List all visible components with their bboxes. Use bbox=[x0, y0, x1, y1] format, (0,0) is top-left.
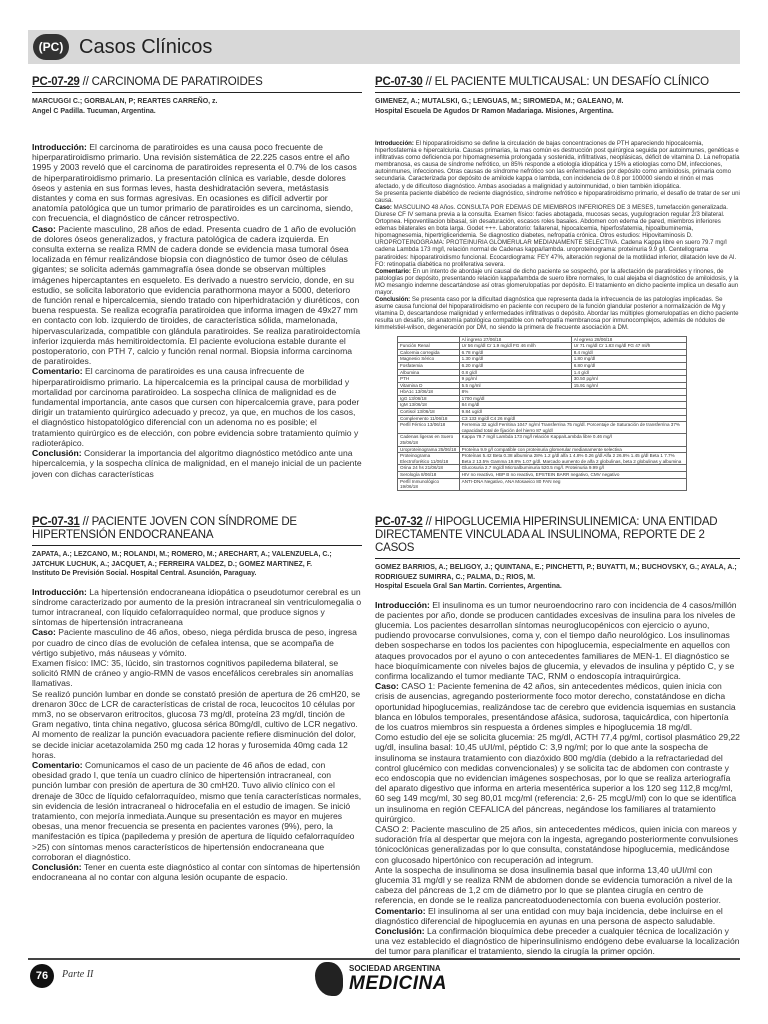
table-cell: 6.80 mg/dl bbox=[571, 362, 686, 369]
conclusion-text: Considerar la importancia del algoritmo diagnóstico metódico ante una hipercalcemia, y la sospecha clínica de malignidad, en el manejo inicial de un paciente joven con dichas características bbox=[32, 448, 362, 479]
article-authors: GIMENEZ, A.; MUTALSKI, G.; LENGUAS, M.; SIROMEDA, M.; GALEANO, M. bbox=[375, 98, 624, 105]
table-cell: 6.78 mg/dl bbox=[459, 349, 571, 356]
article-body bbox=[375, 600, 740, 957]
table-row bbox=[398, 453, 687, 465]
table-cell: Serología 8/06/18 bbox=[398, 472, 460, 479]
case-text-4: Ante la sospecha de insulinoma se dosa insulinemia basal que informa 13,40 uUI/ml con glucemia 31 mg/dl y se realiza RNM de abdomen donde se evidencia tumoración a nivel de la cabeza del páncreas de 1,2 cm de diámetro por lo que se plantea cirugía en centro de referencia, en donde se le realiza pancreatoduodenectomía con buena evolución posterior. bbox=[375, 864, 733, 906]
intro-text-2: Se presenta paciente diabético de reciente diagnóstico, síndrome nefrótico e hipoparatiroidismo primario, el desafío de tratar de ser uni causa. bbox=[375, 189, 740, 204]
lab-results-table bbox=[397, 336, 687, 491]
article-title bbox=[32, 516, 362, 546]
article-authors: MARCUGGI C.; GORBALAN, P; REARTES CARREÑO, z. bbox=[32, 98, 218, 105]
table-cell: HbA1c 13/06/18 bbox=[398, 389, 460, 396]
table-row bbox=[398, 472, 687, 479]
conclusion-text: La confirmación bioquímica debe preceder a cualquier técnica de localización y una vez establecido el diagnóstico de hiperinsulinismo endógeno debe evaluarse la localización del tumor para planificar el tratamiento, siendo la cirugía la primer opción. bbox=[375, 926, 740, 957]
conclusion-label: Conclusión: bbox=[32, 448, 82, 459]
section-header bbox=[28, 30, 740, 64]
table-cell: 15.91 ng/ml bbox=[571, 382, 686, 389]
case-text: MASCULINO 48 Años. CONSULTA POR EDEMAS DE MIEMBROS INFERIORES DE 3 MESES, tumefacción generalizada. Diurese CF IV semana previa a la consulta. Examen físico: facies abotagada, mucosas secas, yugulogracion regular 2/3 bilateral. Ortopnea. Hipoventilacion bibasal, sin desaturación, escasos roles basales. Abdomen con edema de pared, miembros inferiores edemas bilaterales en bota larga. Godet +++. Laboratorio: fallarenal, hipocalcemia, hiperfosfatemia, hipoalbuminemia, hipomagnesemia, hipertrigliceridemia. Se diagnostico diabetes, nefropatía crónica. Otros estudios: Hipovitaminosis D. UROPROTEINOGRAMA: PROTEINURIA GLOMERULAR MEDIANAMENTE SELECTIVA. Cadena Kappa libre en suero 79.7 mg/l cadena Lambda 173 mg/l, relación normal de Cadenas kappa/lambda. uroproteinograma: proteinuria 9.9 g/l. Centellograma paratiroides: hipoparatiroidismo funcional. Ecocardiograma: FEY 47%, alteración regional de la motilidad inferior, dilatación leve de AI. FO: retinopatía diabética no proliferativa severa. bbox=[375, 203, 737, 268]
table-cell: 84 mg/dl bbox=[459, 402, 686, 409]
table-cell bbox=[398, 336, 460, 343]
table-row bbox=[398, 478, 687, 490]
comment-label: Comentario: bbox=[375, 905, 426, 916]
table-cell: Perfil Inmunológico 19/06/18 bbox=[398, 478, 460, 490]
intro-label: Introducción: bbox=[375, 140, 414, 147]
table-row bbox=[398, 422, 687, 434]
article-title-text: // HIPOGLUCEMIA HIPERINSULINEMICA: UNA ENTIDAD DIRECTAMENTE VINCULADA AL INSULINOMA, REPORTE DE 2 CASOS bbox=[375, 516, 718, 554]
part-label: Parte II bbox=[62, 969, 94, 980]
section-badge: (PC) bbox=[33, 34, 69, 60]
sam-logo bbox=[315, 958, 455, 1000]
comment-label: Comentario: bbox=[32, 759, 83, 770]
comment-text: En un intento de abordaje uni causal de dicho paciente se sospechó, por la afectación de paratiroides y rinones, de patologías por depósito, presentando relación kappa/lambda de suero libre normales, lo cual alejaba el diagnóstico de amiloidosis, y la MO mesangio indemne descartándose así otras glomerulopatías por depósito. El tratamiento en dicho paciente implica un desafío aun mayor. bbox=[375, 267, 739, 296]
comment-text: El carcinoma de paratiroides es una causa infrecuente de hiperparatiroidismo primario. La hipercalcemia es la principal causa de morbilidad y mortalidad por carcinoma paratiroideo. La sospecha clínica de malignidad es de fundamental importancia, ante casos que cursen con hipercalcemia grave, para poder dirigir un tratamiento quirúrgico adecuado y precoz, ya que, en muchos de los casos, el diagnóstico histopatológico diferencial con un adenoma no es posible; el tratamiento quirúrgico es de elección, con pobre evidencia sobre tratamiento químio y radioterápico. bbox=[32, 366, 360, 448]
table-row bbox=[398, 415, 687, 422]
conclusion-label: Conclusión: bbox=[375, 926, 425, 936]
article-pc-07-30 bbox=[375, 76, 740, 491]
table-row bbox=[398, 343, 687, 350]
article-body bbox=[32, 142, 362, 479]
intro-label: Introducción: bbox=[375, 599, 430, 610]
table-cell: 30.50 pg/ml bbox=[571, 376, 686, 383]
case-text-2: Como estudio del eje se solicita glucemia: 25 mg/dl, ACTH 77,4 pg/ml, cortisol plasmático 29,22 ug/dl, insulina basal: 10,45 uUI/ml, péptido C: 3,9 ng/ml; por lo que ante la sospecha de insulinoma se instaura tratamiento con diazóxido 800 mg/día (debido a la refractariedad del control glucémico con medidas convencionales) y se solicita tac de abdomen con contraste y eco endoscopia que no evidencian imágenes sospechosas, por lo que se realiza arteriografía del aparato digestivo que informa en arteria mesentérica superior a los 120 seg 112,8 mcg/ml, 60 seg 149 mcg/ml, 30 seg 80,01 mcg/ml (referencia: 2,6- 25 mcgU/ml) con lo que se identifica un insulinoma en región CEFALICA del páncreas, negándose los familiares al tratamiento quirúrgico. bbox=[375, 732, 740, 824]
article-pc-07-32 bbox=[375, 516, 740, 957]
article-authors: ZAPATA, A.; LEZCANO, M.; ROLANDI, M.; ROMERO, M.; ARECHART, A.; VALENZUELA, C.; JATCHUK LUCHUK, A.; JACQUET, A.; FERREIRA VALDEZ, D.; GOMEZ MARTINEZ, F. bbox=[32, 551, 332, 568]
comment-label: Comentario: bbox=[375, 267, 411, 275]
table-cell: Cadenas ligeras en Suero 25/06/18 bbox=[398, 434, 460, 446]
case-label: Caso: bbox=[32, 223, 56, 234]
article-pc-07-31 bbox=[32, 516, 362, 882]
intro-text: El insulinoma es un tumor neuroendocrino raro con incidencia de 4 casos/millón de pacientes por año, donde se producen cantidades excesivas de insulina para los niveles de glucemia. Los pacientes desarrollan síntomas neuroglucopénicos con ejercicio o ayuno, pudiendo provocarse convulsiones, coma y, con el tiempo daño neurológico. Los insulinomas deben sospecharse en todos los pacientes con hipoglucemia, especialmente en aquellos con ataques provocados por el ayuno o con antecedentes familiares de MEN-1. El diagnóstico se hace bioquímicamente con niveles bajos de glucemia, y elevados de insulina y péptido C, y se confirma localizando el tumor mediante TAC, RNM o endoscopía intraquirúrgica. bbox=[375, 599, 737, 681]
case-label: Caso: bbox=[375, 203, 392, 211]
table-cell: Proteínas 5.42 Beta 0.38 albumina 28% 1.2 g/dl alfa 1 4.8% 0.26 g/dl Alfa 2 26.8% 1.45 g/dl Beta 1 7.7% Beta 2 13.5% Gamma 19.8% 1.07 g/dl. Marcado aumento de alfa 2 globulinas, beta 2 globulinas y albumina bbox=[459, 453, 686, 465]
table-cell: Albumina bbox=[398, 369, 460, 376]
table-row bbox=[398, 434, 687, 446]
article-pc-07-29 bbox=[32, 76, 362, 479]
table-cell: Glucosuria 2.7 mg/dl Microalbuminuria 520.5 mg/l. Proteinuria 9.99 g/l bbox=[459, 465, 686, 472]
conclusion-text: Se presenta caso por la dificultad diagnóstica que representa dada la infrecuencia de las patologías implicadas. Se asume causa funcional del hipoparatiroidismo en paciente con recupero de la función glandular posterior a normalización de Mg y vitamina D, descartandose malignidad y enfermedades infiltrativas o depósito. Abordar las múltiples glomerulopatías en dicho paciente resulta un desafío, sin anatomía patológica compatible con nefropatía membranosa por inmunocomplejos, además de nódulos de kimmelstiel-wilson, degeneración por DM, no siendo la primera de frecuente asociación a DM. bbox=[375, 296, 739, 332]
table-cell: PTH bbox=[398, 376, 460, 383]
table-cell: Uroproteinograma 25/06/18 bbox=[398, 446, 460, 453]
comment-text: Comunicamos el caso de un paciente de 46 años de edad, con obesidad grado I, que tenía un cuadro clínico de hipertensión intracraneal, con punción lumbar con presión de apertura de 30 cmH20. Tuvo alivio clínico con el drenaje de 30cc de líquido cefalorraquídeo, mismo que tenía características normales, sin evidencia de lesión intracraneal o hidrocefalia en el estudio de imagen. Se inició tratamiento, con mejoría inmediata.Aunque su presentación es mayor en mujeres obesas, una menor frecuencia se presenta en pacientes varones (9%), pero, la manifestación es típica (papiledema y presión de apertura de líquido cefalorraquídeo >25) con síntomas menos característicos de hipertensión endocraneana que corroboran el diagnóstico. bbox=[32, 759, 362, 862]
table-cell: Ferremia 32 ug/dl Ferritina 1047 ng/ml Transferrina 75 mg/dl. Porcentaje de Saturación de transferrina 37% capacidad total de fijación del hierro 87 ug/dl bbox=[459, 422, 686, 434]
comment-label: Comentario: bbox=[32, 366, 83, 377]
article-body bbox=[32, 587, 362, 883]
table-row bbox=[398, 389, 687, 396]
case-label: Caso: bbox=[375, 681, 399, 692]
table-cell: ANTI-DNA Negativo, ANA Mosaeico 80 FAN neg bbox=[459, 478, 686, 490]
table-cell: Al egreso 28/06/18 bbox=[571, 336, 686, 343]
article-authors: GOMEZ BARRIOS, A.; BELIGOY, J.; QUINTANA, E.; PINCHETTI, P.; BUYATTI, M.; BUCHOVSKY, G.; AYALA, A.; RODRIGUEZ SUMIRRA, C.; PALMA, D.; RIOS, M. bbox=[375, 564, 737, 581]
table-cell: Fosfatemia bbox=[398, 362, 460, 369]
article-code: PC-07-29 bbox=[32, 76, 80, 88]
case-text-2: Examen físico: IMC: 35, lúcido, sin trastornos cognitivos papiledema bilateral, se solicitó RMN de cráneo y angio-RMN de vasos encefálicos cerebrales sin anomalías llamativas. bbox=[32, 657, 354, 689]
table-cell: 9 pg/ml bbox=[459, 376, 571, 383]
table-cell: IgG 13/06/18 bbox=[398, 395, 460, 402]
logo-top-text: SOCIEDAD ARGENTINA bbox=[349, 963, 441, 973]
article-title bbox=[375, 516, 740, 559]
table-row bbox=[398, 376, 687, 383]
article-affiliation: Instituto De Previsión Social. Hospital Central. Asunción, Paraguay. bbox=[32, 570, 257, 577]
table-cell: Perfil Férrico 13/06/18 bbox=[398, 422, 460, 434]
table-cell: 0.8 g/dl bbox=[459, 369, 571, 376]
table-cell: Ur 71 mg/dl Cr 1.83 mg/dl FG 47 ml/h bbox=[571, 343, 686, 350]
table-row bbox=[398, 409, 687, 416]
table-row bbox=[398, 446, 687, 453]
table-cell: Proteinograma Electroforético 11/06/18 bbox=[398, 453, 460, 465]
table-cell: Kappa 79.7 mg/l Lambda 173 mg/l relación Kappa/Lambda libre 0.46 mg/l bbox=[459, 434, 686, 446]
table-cell: 8% bbox=[459, 389, 686, 396]
table-cell: Cortisol 13/06/18 bbox=[398, 409, 460, 416]
table-row bbox=[398, 362, 687, 369]
table-row bbox=[398, 349, 687, 356]
table-cell: Ur 56 mg/dl Cr 1.9 mg/dl FG 46 ml/h bbox=[459, 343, 571, 350]
conclusion-label: Conclusión: bbox=[32, 861, 82, 872]
intro-text: La hipertensión endocraneana idiopática o pseudotumor cerebral es un síndrome caracterizado por aumento de la presión intracraneal sin ventriculomegalia o tumor intracraneal, con líquido cefalorraquídeo normal, que produce signos y síntomas de hipertensión intracraneana bbox=[32, 586, 362, 628]
intro-label: Introducción: bbox=[32, 142, 87, 152]
case-text-3: Se realizó punción lumbar en donde se constató presión de apertura de 26 cmH20, se drenaron 30cc de LCR de características de cristal de roca, leucocitos 10 células por mm3, no se observaron eritrocitos, glucosa 73 mg/dl, proteína 23 mg/dl, tinción de Gram negativo, tinta china negativo, glucosa sérica 80mg/dl, cultivo de LCR negativo. Al momento de realizar la punción evacuadora paciente refiere disminución del dolor, se decide iniciar acetazolamida 250 mg cada 12 horas y furosemida 40mg cada 12 horas. bbox=[32, 688, 361, 760]
case-text-3: CASO 2: Paciente masculino de 25 años, sin antecedentes médicos, quien inicia con mareos y sudoración fría al despertar que mejora con la ingesta, agregando posteriormente convulsiones tónicoclónicas generalizadas por lo que consulta, constatándose hipoglucemia, medicándose con glucosado hipertónico con recuperación ad integrum. bbox=[375, 823, 739, 865]
argentina-map-icon bbox=[315, 962, 343, 996]
intro-text: El carcinoma de paratiroides es una causa poco frecuente de hiperparatiroidismo primario. Una revisión sistemática de 22.225 casos entre el año 1995 y 2003 reveló que el carcinoma de paratiroides representa el 0.7% de los casos de hiperparatiroidismo primario. La presentación clínica es variable, desde dolores óseos y astenia en sus formas leves, hasta deshidratación severa, metástasis distantes y coma en sus formas agresivas. En ocasiones es difícil advertir por anatomía patológica que un tumor primario de paratiroides es un carcinoma, siendo, con frecuencia, el diagnóstico de cáncer retrospectivo. bbox=[32, 142, 357, 224]
section-title: Casos Clínicos bbox=[79, 35, 213, 58]
article-body bbox=[375, 140, 740, 332]
article-title-text: // CARCINOMA DE PARATIROIDES bbox=[79, 76, 263, 88]
table-cell: Magnesio Sérico bbox=[398, 356, 460, 363]
table-cell: Complemento 11/06/18 bbox=[398, 415, 460, 422]
table-cell: 1.30 mg/dl bbox=[459, 356, 571, 363]
table-cell: 1.4 g/dl bbox=[571, 369, 686, 376]
comment-text: El insulinoma al ser una entidad con muy baja incidencia, debe incluirse en el diagnóstico diferencial de hipoglucemia en ayunas en una persona de aspecto saludable. bbox=[375, 905, 723, 926]
table-cell: Proteína 9.9 g/l compatible con proteinuria glomerular medianamente selectiva bbox=[459, 446, 686, 453]
table-cell: HIV no reactivo, HBP B no reactivo, EPSTEIN BARR negativo, CMV negativo bbox=[459, 472, 686, 479]
article-code: PC-07-30 bbox=[375, 76, 423, 88]
table-cell: Calcemia corregida bbox=[398, 349, 460, 356]
article-affiliation: Hospital Escuela De Agudos Dr Ramon Madariaga. Misiones, Argentina. bbox=[375, 107, 614, 115]
article-code: PC-07-32 bbox=[375, 516, 423, 528]
case-label: Caso: bbox=[32, 627, 56, 638]
table-cell: 9.84 ug/dl bbox=[459, 409, 686, 416]
table-cell: Orina 24 hs 21/06/18 bbox=[398, 465, 460, 472]
page-number: 76 bbox=[30, 964, 54, 988]
article-affiliation: Angel C Padilla. Tucuman, Argentina. bbox=[32, 107, 156, 115]
table-row bbox=[398, 356, 687, 363]
table-cell: Al ingreso 27/06/18 bbox=[459, 336, 571, 343]
table-cell: IgM 13/06/18 bbox=[398, 402, 460, 409]
table-cell: 5.5 ng/ml bbox=[459, 382, 571, 389]
article-title-text: // PACIENTE JOVEN CON SÍNDROME DE HIPERTENSIÓN ENDOCRANEANA bbox=[32, 516, 297, 541]
table-cell: Vitamina D bbox=[398, 382, 460, 389]
table-cell: C3 133 mg/dl C4 26 mg/dl bbox=[459, 415, 686, 422]
table-row bbox=[398, 382, 687, 389]
article-title bbox=[375, 76, 740, 93]
table-row bbox=[398, 402, 687, 409]
case-text: CASO 1: Paciente femenina de 42 años, sin antecedentes médicos, quien inicia con crisis de ausencias, agregando posteriormente foco motor derecho, constatándose en dicha oportunidad hipoglucemias, realizándose tac de cerebro que evidencia isquemias en sustancia blanca en lóbulos temporales, presentándose afásica, sudorosa, taquicárdica, con hipertonía de los cuatros miembros sin respuesta a órdenes simples e hipoglucemia 18 mg/dl. bbox=[375, 681, 736, 732]
article-title-text: // EL PACIENTE MULTICAUSAL: UN DESAFÍO CLÍNICO bbox=[422, 76, 709, 88]
intro-text: El hipoparatiroidismo se define la circulación de bajas concentraciones de PTH apareciendo hipocalcemia, hiperfosfatemia e hipercalciuria. Causas primarias, la mas común es destrucción post quirúrgica seguida por autoinmunes, genéticas e infiltrativas como deficiencia por hipomagnesemia prolongada y sostenida, infiltrativas, neoplásicas, déficit de vitamina D. La nefropatía membranosa, es causa de síndrome nefrótico, un 85% responde a etiología idiopática y 15% a etiologías como DM, infecciones, autoinmunes, infecciones. Otras causas de síndrome nefrótico son las enfermedades por depósito como amiloidosis, primaria como secundaria. Caracterizada por depósito de amiloide kappa o lambda, con incidencia de 0.8 por 100000 siendo el rinón el mas afectado, y de dificultoso diagnóstico. Ambas asociadas a malignidad y autoinmunidad, o bien también idiopática. bbox=[375, 140, 740, 190]
table-row bbox=[398, 369, 687, 376]
table-row bbox=[398, 336, 687, 343]
table-row bbox=[398, 395, 687, 402]
table-cell: 1.80 mg/dl bbox=[571, 356, 686, 363]
intro-label: Introducción: bbox=[32, 586, 87, 597]
conclusion-text: Tener en cuenta este diagnóstico al contar con síntomas de hipertensión endocraneana al no contar con alguna lesión ocupante de espacio. bbox=[32, 861, 361, 883]
conclusion-label: Conclusión: bbox=[375, 296, 411, 304]
article-affiliation: Hospital Escuela Gral San Martin. Corrientes, Argentina. bbox=[375, 583, 562, 590]
case-text: Paciente masculino de 46 años, obeso, niega pérdida brusca de peso, ingresa por cuadro de cinco días de evolución de cefalea intensa, que se acompaña de vértigo subjetivo, más náuseas y vómito. bbox=[32, 627, 357, 658]
table-cell: 1700 mg/dl bbox=[459, 395, 686, 402]
table-cell: 8.4 mg/dl bbox=[571, 349, 686, 356]
table-cell: Función Renal bbox=[398, 343, 460, 350]
table-cell: 6.20 mg/dl bbox=[459, 362, 571, 369]
logo-bottom-text: MEDICINA bbox=[349, 972, 447, 994]
case-text: Paciente masculino, 28 años de edad. Presenta cuadro de 1 año de evolución de dolores óseos generalizados, y fractura patológica de cadera izquierda. En consulta externa se realiza RMN de cadera donde se evidencia masa tumoral ósea localizada en fémur realizándose biopsia con diagnóstico de tumor óseo de células gigantes; se solicita además gammagrafía ósea donde se observan múltiples imágenes hipercaptantes en esqueleto. Es derivado a nuestro servicio, donde, en su estudio, se solicita laboratorio que evidencia parathormona mayor a 5000, deterioro de función renal e hipercalcemia, siendo tratado con hiperhidratación y diuréticos, con buena respuesta. Se realiza ecografía paratiroidea que informa imagen de 49x27 mm en contacto con lob. izquierdo de tiroides, de característica sólida, mamelonada, hipervascularizada, compatible con glándula paratiroides. Se realiza paratiroidectomía inferior izquierda más hemitiroidectomía. El paciente evoluciona estable durante el postoperatorio, con PTH 7, calcio y función renal normal. Biopsia informa carcinoma de paratiroides. bbox=[32, 223, 361, 367]
article-code: PC-07-31 bbox=[32, 516, 80, 528]
table-row bbox=[398, 465, 687, 472]
article-title bbox=[32, 76, 362, 93]
